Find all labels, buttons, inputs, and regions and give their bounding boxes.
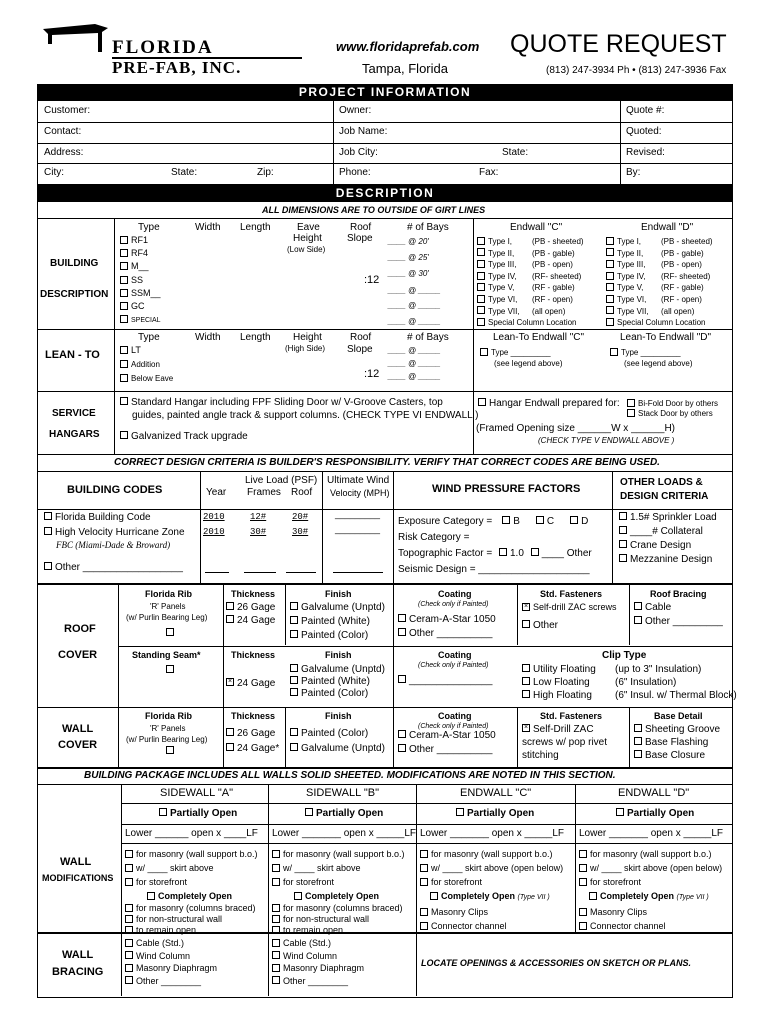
sa-partially-open-checkbox[interactable]: Partially Open (159, 809, 237, 819)
other-code-checkbox[interactable]: Other __________________ (44, 563, 183, 573)
wind-velocity-header: Ultimate Wind (327, 475, 390, 486)
wall-purlin-note: (w/ Purlin Bearing Leg) (126, 735, 208, 744)
bays-20[interactable]: ____ @ 20' (388, 237, 429, 246)
fbc-wind-velocity[interactable]: _________ (335, 509, 381, 519)
lean-type-header: Type (138, 332, 160, 343)
fax-field[interactable]: Fax: (479, 167, 499, 178)
building-package-note: BUILDING PACKAGE INCLUDES ALL WALLS SOLID SHEETED. MODIFICATIONS ARE NOTED IN THIS SECTION. (84, 770, 616, 781)
collateral-checkbox[interactable]: ____# Collateral (619, 527, 703, 537)
bays-custom-2[interactable]: ____ @ _____ (388, 301, 441, 310)
wall-fasteners-header: Std. Fasteners (540, 711, 603, 721)
lean-c-legend: (see legend above) (494, 359, 563, 368)
wall-zac-line2: screws w/ pop rivet (522, 737, 608, 748)
ed-modification-options[interactable]: for masonry (wall support b.o.) w/ ____ skirt above (open below) for storefront Completely Open (Type VII ) Masonry Clips Connector channel (579, 847, 722, 933)
endwall-c-mod-header: ENDWALL "C" (460, 787, 532, 799)
topographic-factor[interactable]: Topographic Factor = 1.0 ____ Other (398, 548, 592, 559)
lean-to-label: LEAN - TO (45, 349, 100, 361)
type-ss-checkbox[interactable]: SS (120, 276, 143, 285)
lean-bays-1[interactable]: ____ @ _____ (388, 346, 441, 355)
endwall-d-mod-header: ENDWALL "D" (618, 787, 690, 799)
bays-30[interactable]: ____ @ 30' (388, 269, 429, 278)
sidewall-a-header: SIDEWALL "A" (160, 787, 234, 799)
sidewall-b-header: SIDEWALL "B" (306, 787, 380, 799)
roof-bracing-header: Roof Bracing (650, 589, 707, 599)
company-name-line1: FLORIDA (112, 37, 214, 58)
wall-painted-color-checkbox[interactable]: Painted (Color) (290, 729, 368, 739)
frames-header: Frames (247, 487, 281, 498)
endwall-d-options[interactable]: Type I, (PB - sheeted) Type II, (PB - gable) Type III, (PB - open) Type IV, (RF- sheeted) Type V, (RF - gable) Type VI, (RF - open) Type VII, (all open) Special Column Location (606, 236, 732, 329)
dimensions-note: ALL DIMENSIONS ARE TO OUTSIDE OF GIRT LINES (262, 205, 486, 215)
bays-header: # of Bays (407, 222, 449, 233)
year-header: Year (206, 487, 227, 498)
seam-coating-note: (Check only if Painted) (418, 662, 489, 669)
fbc-year[interactable]: 2010 (203, 512, 225, 522)
quote-number-field[interactable]: Quote #: (626, 105, 665, 116)
lean-endwall-c-type[interactable]: Type _________ (480, 349, 551, 357)
revised-field[interactable]: Revised: (626, 147, 665, 158)
ec-partially-open-checkbox[interactable]: Partially Open (456, 809, 534, 819)
ec-lower-open-field[interactable]: Lower _______ open x _____LF (420, 828, 565, 839)
hvhz-checkbox[interactable]: High Velocity Hurricane Zone (44, 528, 185, 538)
roof-r-panels: 'R' Panels (150, 602, 186, 611)
by-field[interactable]: By: (626, 167, 641, 178)
lean-d-legend: (see legend above) (624, 359, 693, 368)
roof-26-gage-checkbox[interactable]: 26 Gage (226, 603, 275, 613)
bays-custom-1[interactable]: ____ @ _____ (388, 286, 441, 295)
galvanized-track-checkbox[interactable]: Galvanized Track upgrade (120, 432, 248, 442)
building-label: BUILDING (50, 258, 99, 269)
width-header: Width (195, 222, 221, 233)
lean-bays-3[interactable]: ____ @ _____ (388, 372, 441, 381)
sa-bracing-options[interactable]: Cable (Std.) Wind Column Masonry Diaphragm Other ________ (125, 937, 217, 987)
base-detail-header: Base Detail (654, 711, 703, 721)
standing-seam-header: Standing Seam* (132, 650, 201, 660)
roof-ceram-checkbox[interactable]: Ceram-A-Star 1050 (398, 615, 496, 625)
hvhz-frames-load[interactable]: 30# (250, 527, 267, 537)
roof-painted-white-checkbox[interactable]: Painted (White) (290, 617, 370, 627)
wall-rib-checkbox[interactable] (166, 746, 177, 755)
contact-field[interactable]: Contact: (44, 126, 82, 137)
lean-roof-header: Roof (350, 332, 372, 343)
wall-florida-rib-header: Florida Rib (145, 711, 192, 721)
website-url[interactable]: www.floridaprefab.com (336, 39, 480, 54)
building-codes-header: BUILDING CODES (67, 484, 163, 496)
roof-header: Roof (350, 222, 372, 233)
company-phone: (813) 247-3934 Ph • (813) 247-3936 Fax (546, 65, 727, 76)
high-floating-checkbox[interactable]: High Floating (6" Insul. w/ Thermal Block) (522, 691, 737, 701)
job-state-field[interactable]: State: (502, 147, 529, 158)
slope-value: :12 (364, 274, 380, 286)
lean-height-header: Height (293, 332, 322, 343)
seam-galvalume-checkbox[interactable]: Galvalume (Unptd) (290, 665, 385, 675)
sa-lower-open-field[interactable]: Lower ______ open x ____LF (125, 828, 258, 839)
wind-velocity-unit: Velocity (MPH) (330, 488, 390, 498)
wall-selfdrill-checkbox[interactable]: × Self-Drill ZAC (523, 724, 594, 735)
framed-opening-field[interactable]: (Framed Opening size ______W x ______H) (476, 423, 675, 434)
standard-hangar-line2: guides, painted angle track & support columns. (CHECK TYPE VI ENDWALL ) (132, 410, 479, 421)
sb-partially-open-checkbox[interactable]: Partially Open (305, 809, 383, 819)
high-side-note: (High Side) (285, 344, 326, 353)
type-rf1-checkbox[interactable]: RF1 (120, 236, 148, 245)
lean-slope-header: Slope (347, 344, 373, 355)
type-rf4-checkbox[interactable]: RF4 (120, 249, 148, 258)
mezzanine-checkbox[interactable]: Mezzanine Design (619, 555, 712, 565)
fbc-frames-load[interactable]: 12# (250, 512, 267, 522)
lean-endwall-c-header: Lean-To Endwall "C" (493, 332, 585, 343)
ec-modification-options[interactable]: for masonry (wall support b.o.) w/ ____ skirt above (open below) for storefront Completely Open (Type VII ) Masonry Clips Connector channel (420, 847, 563, 933)
roof-logo-icon (40, 24, 110, 54)
roof-painted-color-checkbox[interactable]: Painted (Color) (290, 631, 368, 641)
owner-field[interactable]: Owner: (339, 105, 372, 116)
sheeting-groove-checkbox[interactable]: Sheeting Groove (634, 725, 720, 735)
wall-24-gage-checkbox[interactable]: 24 Gage* (226, 744, 279, 754)
wall-label: WALL (62, 723, 94, 735)
type-m-checkbox[interactable]: M__ (120, 262, 149, 271)
bifold-checkbox[interactable]: Bi-Fold Door by others (627, 400, 718, 408)
lean-width-header: Width (195, 332, 221, 343)
wall-coating-note: (Check only if Painted) (418, 723, 489, 730)
base-flashing-checkbox[interactable]: Base Flashing (634, 738, 708, 748)
crane-design-checkbox[interactable]: Crane Design (619, 541, 691, 551)
risk-category-field[interactable]: Risk Category = (398, 532, 470, 543)
quoted-field[interactable]: Quoted: (626, 126, 662, 137)
length-header: Length (240, 222, 271, 233)
roof-purlin-note: (w/ Purlin Bearing Leg) (126, 613, 208, 622)
standing-seam-checkbox[interactable] (166, 665, 177, 674)
low-floating-checkbox[interactable]: Low Floating (6" Insulation) (522, 678, 676, 688)
company-location: Tampa, Florida (362, 61, 448, 76)
state-field[interactable]: State: (171, 167, 198, 178)
lt-checkbox[interactable]: LT (120, 346, 141, 355)
florida-building-code-checkbox[interactable]: Florida Building Code (44, 513, 151, 523)
wall-coating-other-checkbox[interactable]: Other __________ (398, 745, 492, 755)
design-criteria-header: DESIGN CRITERIA (620, 491, 709, 502)
wall-coating-header: Coating (438, 711, 472, 721)
company-name-line2: PRE-FAB, INC. (112, 58, 242, 77)
seam-coating-checkbox[interactable]: _______________ (398, 676, 492, 686)
hvhz-year[interactable]: 2010 (203, 527, 225, 537)
hvhz-roof-load[interactable]: 30# (292, 527, 309, 537)
fbc-miami-dade: FBC (Miami-Dade & Broward) (56, 540, 171, 550)
base-closure-checkbox[interactable]: Base Closure (634, 751, 705, 761)
seam-painted-white-checkbox[interactable]: Painted (White) (290, 677, 370, 687)
city-field[interactable]: City: (44, 167, 64, 178)
project-info-band: PROJECT INFORMATION (37, 84, 733, 101)
job-city-field[interactable]: Job City: (339, 147, 378, 158)
wall-bracing-label1: WALL (62, 949, 94, 961)
roof-coating-header: Coating (438, 589, 472, 599)
address-field[interactable]: Address: (44, 147, 84, 158)
hangar-endwall-checkbox[interactable]: Hangar Endwall prepared for: (478, 399, 620, 409)
sb-lower-open-field[interactable]: Lower _______ open x _____LF (272, 828, 417, 839)
modifications-label: MODIFICATIONS (42, 873, 114, 883)
other-loads-header: OTHER LOADS & (620, 477, 703, 488)
addition-checkbox[interactable]: Addition (120, 361, 160, 369)
description-band: DESCRIPTION (37, 185, 733, 202)
seam-24-gage-checkbox[interactable]: × 24 Gage (227, 678, 276, 689)
roof-load-header: Roof (291, 487, 313, 498)
sa-modification-options[interactable]: for masonry (wall support b.o.) w/ ____ skirt above for storefront Completely Open for masonry (columns braced) for non-structural wall to remain open (125, 847, 258, 936)
eave-header: Eave (297, 222, 320, 233)
hvhz-wind-velocity[interactable]: _________ (335, 524, 381, 534)
roof-coating-other-checkbox[interactable]: Other __________ (398, 629, 492, 639)
bays-custom-3[interactable]: ____ @ _____ (388, 317, 441, 326)
lean-endwall-d-type[interactable]: Type _________ (610, 349, 681, 357)
cover-label: COVER (58, 649, 98, 661)
height-header: Height (293, 233, 322, 244)
utility-floating-checkbox[interactable]: Utility Floating (up to 3" Insulation) (522, 665, 701, 675)
fbc-roof-load[interactable]: 20# (292, 512, 309, 522)
lean-slope-value: :12 (364, 368, 380, 380)
roof-label: ROOF (64, 623, 96, 635)
roof-24-gage-checkbox[interactable]: 24 Gage (226, 616, 275, 626)
lean-bays-header: # of Bays (407, 332, 449, 343)
wall-r-panels: 'R' Panels (150, 724, 186, 733)
wall-bracing-label2: BRACING (52, 966, 104, 978)
roof-florida-rib-header: Florida Rib (145, 589, 192, 599)
type-gc-checkbox[interactable]: GC (120, 302, 145, 311)
seam-thickness-header: Thickness (231, 650, 276, 660)
type-ssm-checkbox[interactable]: SSM__ (120, 289, 161, 298)
job-name-field[interactable]: Job Name: (339, 126, 388, 137)
type-header: Type (138, 222, 160, 233)
wall-26-gage-checkbox[interactable]: 26 Gage (226, 729, 275, 739)
endwall-c-header: Endwall "C" (510, 222, 563, 233)
roof-selfdrill-checkbox[interactable]: × Self-drill ZAC screws (523, 602, 617, 612)
roof-fasteners-header: Std. Fasteners (540, 589, 603, 599)
service-label: SERVICE (52, 408, 96, 419)
wall-mod-label: WALL (60, 856, 92, 868)
roof-thickness-header: Thickness (231, 589, 276, 599)
clip-type-header: Clip Type (602, 650, 647, 661)
wall-thickness-header: Thickness (231, 711, 276, 721)
standard-hangar-checkbox[interactable]: Standard Hangar including FPF Sliding Door w/ V-Groove Casters, top (120, 398, 443, 408)
description-label: DESCRIPTION (40, 289, 109, 300)
wall-galvalume-checkbox[interactable]: Galvalume (Unptd) (290, 744, 385, 754)
lean-endwall-d-header: Lean-To Endwall "D" (620, 332, 712, 343)
wall-cover-label: COVER (58, 739, 98, 751)
roof-finish-header: Finish (325, 589, 352, 599)
type-special-checkbox[interactable]: SPECIAL (120, 316, 161, 324)
design-criteria-note: CORRECT DESIGN CRITERIA IS BUILDER'S RESPONSIBILITY. VERIFY THAT CORRECT CODES ARE BEING USED. (114, 457, 660, 468)
lean-bays-2[interactable]: ____ @ _____ (388, 359, 441, 368)
seam-coating-header: Coating (438, 650, 472, 660)
roof-coating-note: (Check only if Painted) (418, 601, 489, 608)
locate-openings-note: LOCATE OPENINGS & ACCESSORIES ON SKETCH OR PLANS. (421, 958, 692, 968)
roof-fastener-other-checkbox[interactable]: Other (522, 621, 558, 631)
stack-door-checkbox[interactable]: Stack Door by others (627, 410, 713, 418)
sb-modification-options[interactable]: for masonry (wall support b.o.) w/ ____ skirt above for storefront Completely Open for masonry (columns braced) for non-structural wall to remain open (272, 847, 405, 936)
wall-finish-header: Finish (325, 711, 352, 721)
page-title: QUOTE REQUEST (510, 30, 727, 58)
wall-zac-line3: stitching (522, 750, 559, 761)
endwall-d-header: Endwall "D" (641, 222, 694, 233)
low-side-note: (Low Side) (287, 245, 326, 254)
customer-field[interactable]: Customer: (44, 105, 91, 116)
seam-painted-color-checkbox[interactable]: Painted (Color) (290, 689, 368, 699)
exposure-category[interactable]: Exposure Category = B C D (398, 516, 589, 527)
seam-finish-header: Finish (325, 650, 352, 660)
roof-cable-checkbox[interactable]: Cable (634, 603, 671, 613)
endwall-c-options[interactable]: Type I, (PB - sheeted) Type II, (PB - gable) Type III, (PB - open) Type IV, (RF- sheeted) Type V, (RF - gable) Type VI, (RF - open) Type VII, (all open) Special Column Location (477, 236, 607, 329)
roof-rib-checkbox[interactable] (166, 628, 177, 637)
slope-header: Slope (347, 233, 373, 244)
zip-field[interactable]: Zip: (257, 167, 274, 178)
roof-bracing-other-checkbox[interactable]: Other _________ (634, 617, 723, 627)
ed-lower-open-field[interactable]: Lower _______ open x _____LF (579, 828, 724, 839)
lean-length-header: Length (240, 332, 271, 343)
phone-field[interactable]: Phone: (339, 167, 371, 178)
sprinkler-checkbox[interactable]: 1.5# Sprinkler Load (619, 513, 717, 523)
bays-25[interactable]: ____ @ 25' (388, 253, 429, 262)
below-eave-checkbox[interactable]: Below Eave (120, 375, 173, 383)
sb-bracing-options[interactable]: Cable (Std.) Wind Column Masonry Diaphragm Other ________ (272, 937, 364, 987)
check-type-v-note: (CHECK TYPE V ENDWALL ABOVE ) (538, 436, 675, 445)
hangars-label: HANGARS (49, 429, 100, 440)
ed-partially-open-checkbox[interactable]: Partially Open (616, 809, 694, 819)
wall-ceram-checkbox[interactable]: Ceram-A-Star 1050 (398, 731, 496, 741)
wind-pressure-header: WIND PRESSURE FACTORS (432, 483, 581, 495)
roof-galvalume-checkbox[interactable]: Galvalume (Unptd) (290, 603, 385, 613)
seismic-design-field[interactable]: Seismic Design = ____________________ (398, 564, 590, 575)
live-load-header: Live Load (PSF) (245, 475, 318, 486)
